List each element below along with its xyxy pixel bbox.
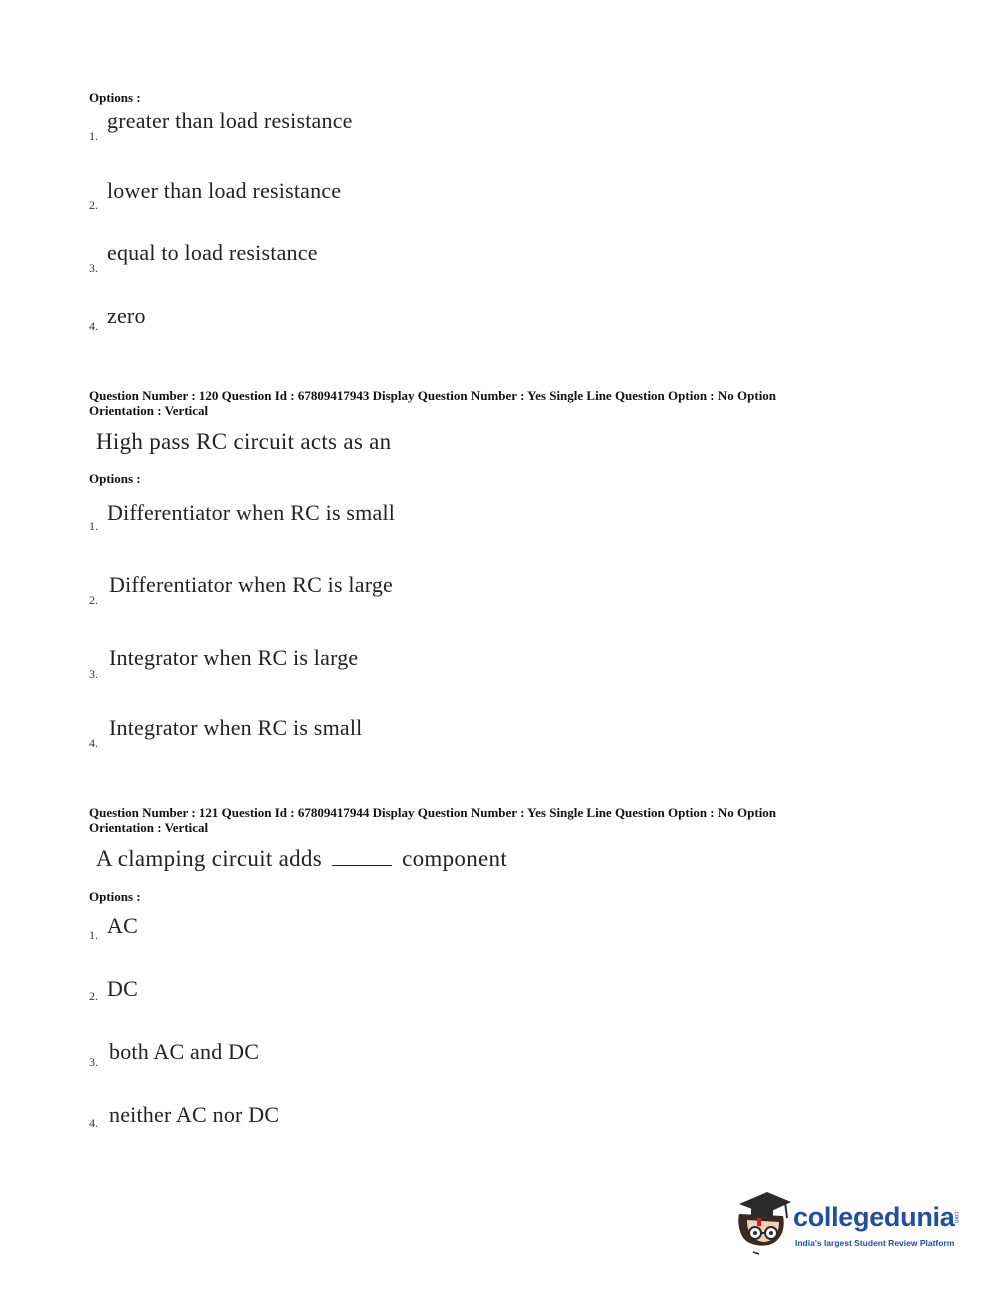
- option-text: zero: [107, 303, 146, 328]
- option-number: 4.: [89, 1116, 98, 1130]
- option-number: 2.: [89, 593, 98, 607]
- question-meta-line: Question Number : 121 Question Id : 67809417944 Display Question Number : Yes Single Line Question Option : No Option: [89, 805, 777, 820]
- logo-wordmark: collegedunia: [793, 1202, 955, 1232]
- option-text: Integrator when RC is large: [109, 645, 359, 670]
- option-number: 1.: [89, 129, 98, 143]
- option-number: 2.: [89, 989, 98, 1003]
- option-number: 3.: [89, 261, 98, 275]
- option-text: lower than load resistance: [107, 178, 342, 203]
- question-meta-line: Orientation : Vertical: [89, 403, 209, 418]
- options-label: Options :: [89, 889, 141, 904]
- option-text: Differentiator when RC is large: [109, 572, 393, 597]
- question-text-after: component: [402, 846, 508, 871]
- option-text: equal to load resistance: [107, 240, 318, 265]
- option-number: 4.: [89, 736, 98, 750]
- option-number: 3.: [89, 667, 98, 681]
- collegedunia-logo: [733, 1188, 963, 1258]
- option-text: AC: [107, 913, 138, 938]
- question-meta-line: Question Number : 120 Question Id : 67809417943 Display Question Number : Yes Single Line Question Option : No Option: [89, 388, 777, 403]
- option-number: 2.: [89, 198, 98, 212]
- logo-domain: .com: [953, 1210, 959, 1224]
- question-meta: [89, 388, 889, 418]
- options-label: Options :: [89, 90, 141, 105]
- question-meta-line: Orientation : Vertical: [89, 820, 209, 835]
- question-text: High pass RC circuit acts as an: [96, 429, 392, 454]
- option-number: 3.: [89, 1055, 98, 1069]
- options-label: Options :: [89, 471, 141, 486]
- option-text: Differentiator when RC is small: [107, 500, 396, 525]
- option-text: neither AC nor DC: [109, 1102, 280, 1127]
- fill-in-blank: [332, 851, 392, 866]
- mascot-icon: [733, 1188, 791, 1258]
- option-text: DC: [107, 976, 138, 1001]
- question-text-before: A clamping circuit adds: [96, 846, 322, 871]
- option-number: 4.: [89, 319, 98, 333]
- option-number: 1.: [89, 928, 98, 942]
- option-text: greater than load resistance: [107, 108, 353, 133]
- question-text: [96, 846, 507, 872]
- option-number: 1.: [89, 519, 98, 533]
- option-text: both AC and DC: [109, 1039, 260, 1064]
- option-text: Integrator when RC is small: [109, 715, 363, 740]
- question-meta: [89, 805, 889, 835]
- logo-tagline: India's largest Student Review Platform: [795, 1238, 955, 1248]
